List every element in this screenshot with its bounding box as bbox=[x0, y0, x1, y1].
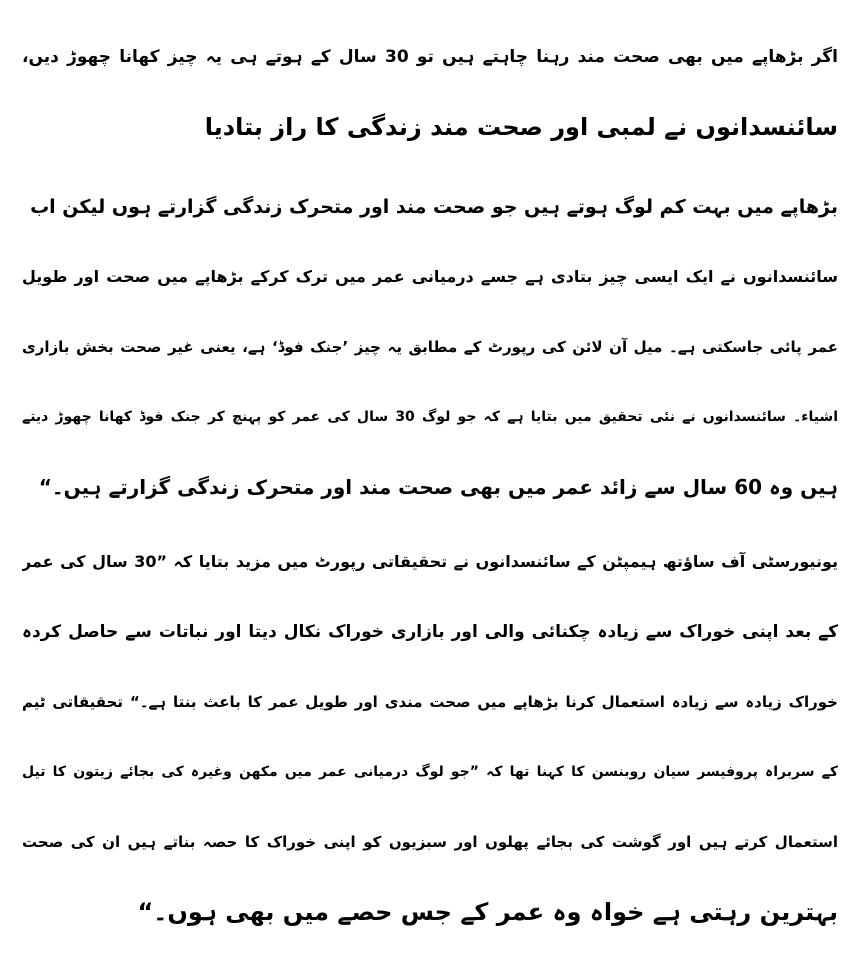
paragraph-2-line-6: بہترین رہتی ہے خواہ وہ عمر کے جس حصے میں بھی ہوں۔“ bbox=[137, 898, 838, 926]
paragraph-1-line-4: اشیاء۔ سائنسدانوں نے نئی تحقیق میں بتایا ہے کہ جو لوگ 30 سال کی عمر کو پہنچ کر جنک فوڈ کھانا چھوڑ دیتے bbox=[22, 409, 838, 425]
headline-line-2: سائنسدانوں نے لمبی اور صحت مند زندگی کا راز بتادیا bbox=[204, 113, 838, 141]
paragraph-1-line-2: سائنسدانوں نے ایک ایسی چیز بتادی ہے جسے درمیانی عمر میں ترک کرکے بڑھاپے میں صحت اور طویل bbox=[22, 267, 838, 286]
paragraph-2-line-1: یونیورسٹی آف ساﺅتھ ہیمپٹن کے سائنسدانوں نے تحقیقاتی رپورٹ میں مزید بتایا کہ ”30 سال کی عمر bbox=[22, 552, 838, 571]
headline-line-1: اگر بڑھاپے میں بھی صحت مند رہنا چاہتے ہیں تو 30 سال کے ہوتے ہی یہ چیز کھانا چھوڑ دیں، bbox=[22, 47, 838, 67]
paragraph-2-line-4: کے سربراہ پروفیسر سیان روبنسن کا کہنا تھا کہ ”جو لوگ درمیانی عمر میں مکھن وغیرہ کی بجائے زیتون کا تیل bbox=[22, 764, 838, 780]
paragraph-1-line-3: عمر پائی جاسکتی ہے۔ میل آن لائن کی رپورٹ کے مطابق یہ چیز ’جنک فوڈ‘ ہے، یعنی غیر صحت بخش بازاری bbox=[22, 338, 838, 356]
paragraph-1-line-1: بڑھاپے میں بہت کم لوگ ہوتے ہیں جو صحت مند اور متحرک زندگی گزارتے ہوں لیکن اب bbox=[30, 196, 838, 218]
paragraph-2-line-5: استعمال کرتے ہیں اور گوشت کی بجائے پھلوں اور سبزیوں کو اپنی خوراک کا حصہ بناتے ہیں ان کی صحت bbox=[22, 833, 838, 851]
paragraph-2-line-2: کے بعد اپنی خوراک سے زیادہ چکنائی والی اور بازاری خوراک نکال دیتا اور نباتات سے حاصل کردہ bbox=[22, 622, 838, 642]
paragraph-1-line-5: ہیں وہ 60 سال سے زائد عمر میں بھی صحت مند اور متحرک زندگی گزارتے ہیں۔“ bbox=[38, 475, 838, 499]
paragraph-2-line-3: خوراک زیادہ سے زیادہ استعمال کرنا بڑھاپے میں صحت مندی اور طویل عمر کا باعث بنتا ہے۔“ تحقیقاتی ٹیم bbox=[22, 693, 838, 711]
